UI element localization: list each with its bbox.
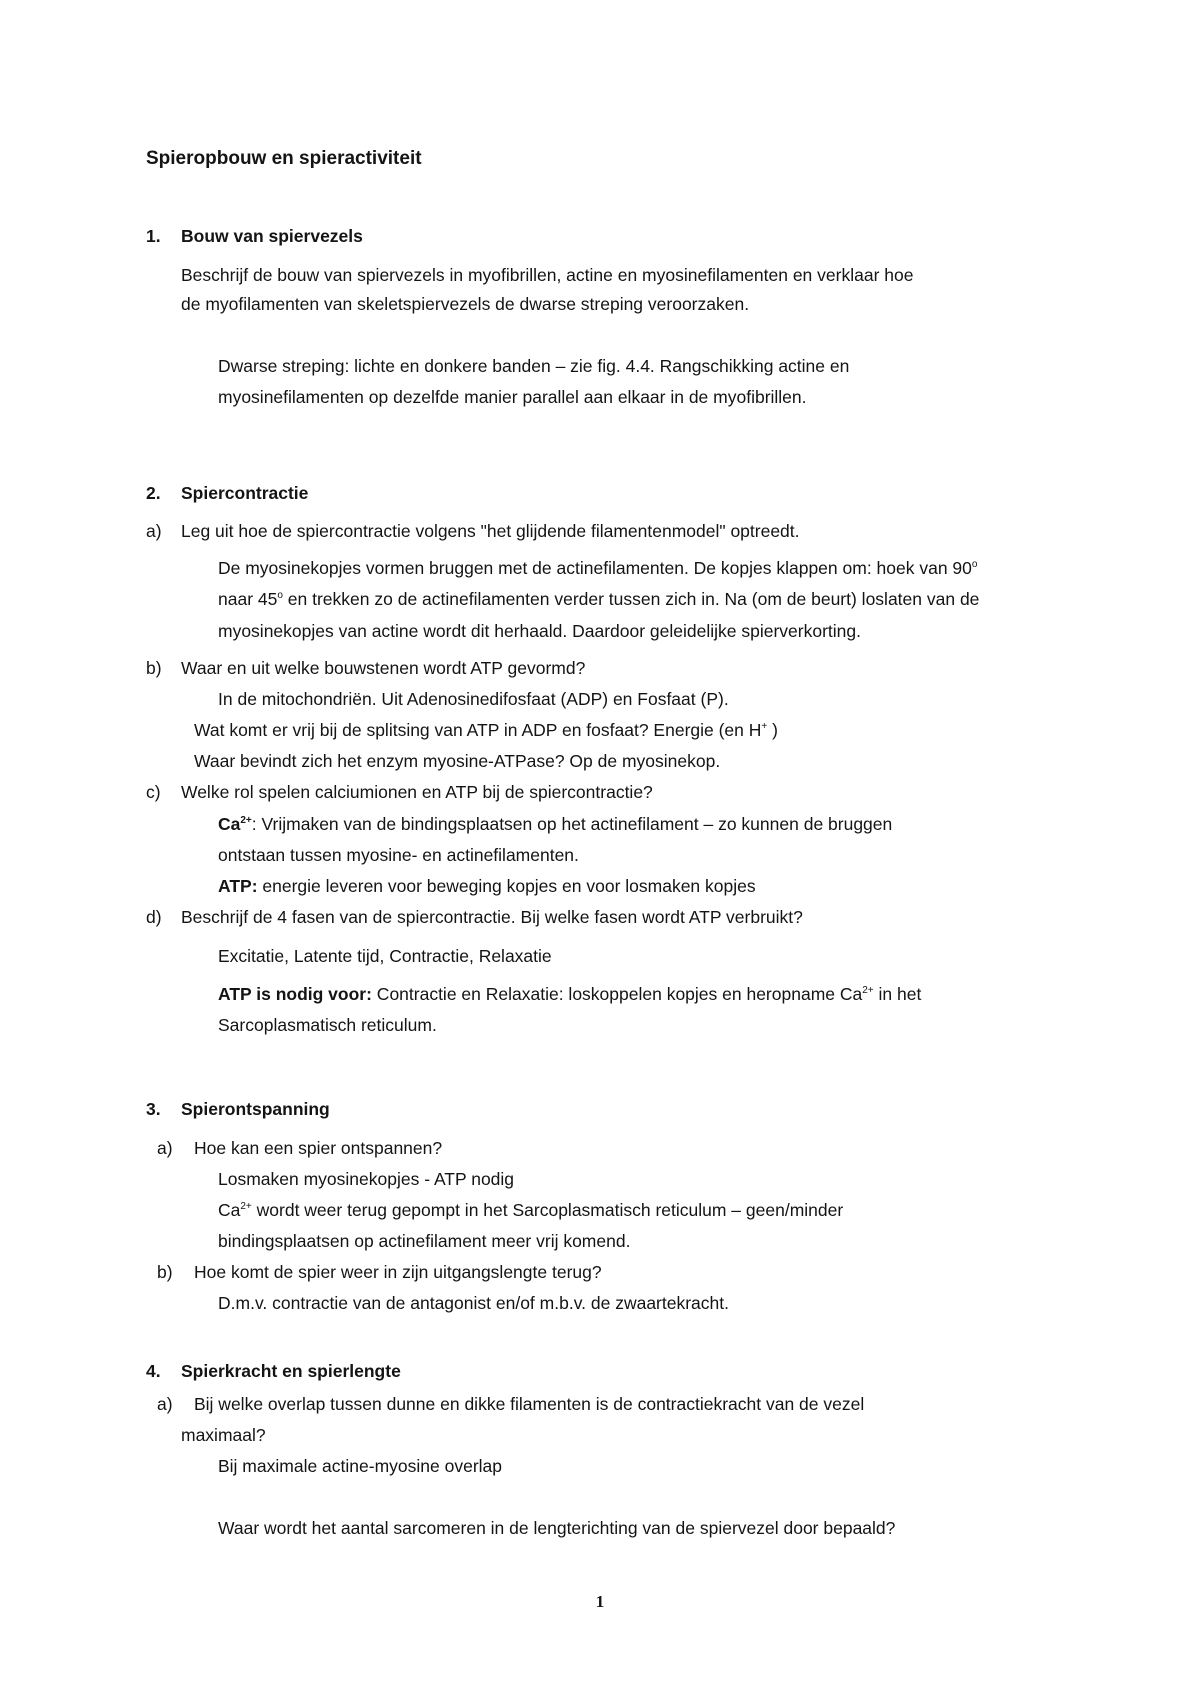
s4a-label: a) (157, 1394, 173, 1414)
section-2-number: 2. (146, 483, 161, 503)
s3b-question: Hoe komt de spier weer in zijn uitgangslengte terug? (194, 1262, 602, 1282)
section-4-heading: Spierkracht en spierlengte (181, 1361, 401, 1381)
s1-question-line-1: Beschrijf de bouw van spiervezels in myofibrillen, actine en myosinefilamenten en verklaar hoe (181, 265, 914, 285)
s2d-answer-line-1: Excitatie, Latente tijd, Contractie, Relaxatie (218, 946, 552, 966)
section-3-heading: Spierontspanning (181, 1099, 330, 1119)
s2c-label: c) (146, 782, 161, 802)
s2d-question: Beschrijf de 4 fasen van de spiercontractie. Bij welke fasen wordt ATP verbruikt? (181, 907, 803, 927)
section-2-heading: Spiercontractie (181, 483, 309, 503)
s2b-answer-line-3: Waar bevindt zich het enzym myosine-ATPase? Op de myosinekop. (194, 751, 721, 771)
s2d-answer-line-3: Sarcoplasmatisch reticulum. (218, 1015, 437, 1035)
s4a-question-line-3: Waar wordt het aantal sarcomeren in de lengterichting van de spiervezel door bepaald? (218, 1518, 896, 1538)
s2c-question: Welke rol spelen calciumionen en ATP bij de spiercontractie? (181, 782, 653, 802)
s3a-question: Hoe kan een spier ontspannen? (194, 1138, 443, 1158)
s2a-label: a) (146, 521, 162, 541)
s1-question-line-2: de myofilamenten van skeletspiervezels de dwarse streping veroorzaken. (181, 294, 750, 314)
s2c-answer-line-3: ATP: energie leveren voor beweging kopjes en voor losmaken kopjes (218, 876, 756, 896)
s3a-answer-line-2: $Ca^{2+}$ wordt weer terug gepompt in het Sarcoplasmatisch reticulum – geen/minder (218, 1200, 844, 1220)
s3b-answer-line-1: D.m.v. contractie van de antagonist en/of m.b.v. de zwaartekracht. (218, 1293, 729, 1313)
s2d-answer-line-2: ATP is nodig voor: Contractie en Relaxatie: loskoppelen kopjes en heropname $Ca^{2+}$ in het (218, 984, 922, 1004)
s2a-question: Leg uit hoe de spiercontractie volgens "het glijdende filamentenmodel" optreedt. (181, 521, 800, 541)
s2a-answer-line-3: myosinekopjes van actine wordt dit herhaald. Daardoor geleidelijke spierverkorting. (218, 621, 861, 641)
s2b-label: b) (146, 658, 162, 678)
s3b-label: b) (157, 1262, 173, 1282)
s2b-answer-line-2: Wat komt er vrij bij de splitsing van ATP in ADP en fosfaat? Energie (en H+ ) (194, 720, 778, 740)
s2a-answer-line-2: naar 45$^o$ en trekken zo de actinefilamenten verder tussen zich in. Na (om de beurt) loslaten van de (218, 589, 980, 609)
s3a-answer-line-3: bindingsplaatsen op actinefilament meer vrij komend. (218, 1231, 631, 1251)
s3a-label: a) (157, 1138, 173, 1158)
section-3-number: 3. (146, 1099, 161, 1119)
s2d-label: d) (146, 907, 162, 927)
s2a-answer-line-1: De myosinekopjes vormen bruggen met de actinefilamenten. De kopjes klappen om: hoek van 90$^o$ (218, 558, 978, 578)
s2b-answer-line-1: In de mitochondriën. Uit Adenosinedifosfaat (ADP) en Fosfaat (P). (218, 689, 729, 709)
s1-answer-line-1: Dwarse streping: lichte en donkere banden – zie fig. 4.4. Rangschikking actine en (218, 356, 850, 376)
s1-answer-line-2: myosinefilamenten op dezelfde manier parallel aan elkaar in de myofibrillen. (218, 387, 807, 407)
s3a-answer-line-1: Losmaken myosinekopjes - ATP nodig (218, 1169, 515, 1189)
s4a-answer-line-1: Bij maximale actine-myosine overlap (218, 1456, 502, 1476)
s4a-question-line-2: maximaal? (181, 1425, 266, 1445)
document-title: Spieropbouw en spieractiviteit (146, 148, 422, 169)
s4a-question-line-1: Bij welke overlap tussen dunne en dikke filamenten is de contractiekracht van de vezel (194, 1394, 865, 1414)
section-1-heading: Bouw van spiervezels (181, 226, 363, 246)
s2b-question: Waar en uit welke bouwstenen wordt ATP gevormd? (181, 658, 586, 678)
s2c-answer-line-1: $Ca^{2+}$: Vrijmaken van de bindingsplaatsen op het actinefilament – zo kunnen de bruggen (218, 814, 893, 834)
section-4-number: 4. (146, 1361, 161, 1381)
section-1-number: 1. (146, 226, 161, 246)
page-number: 1 (595, 1592, 605, 1611)
s2c-answer-line-2: ontstaan tussen myosine- en actinefilamenten. (218, 845, 579, 865)
